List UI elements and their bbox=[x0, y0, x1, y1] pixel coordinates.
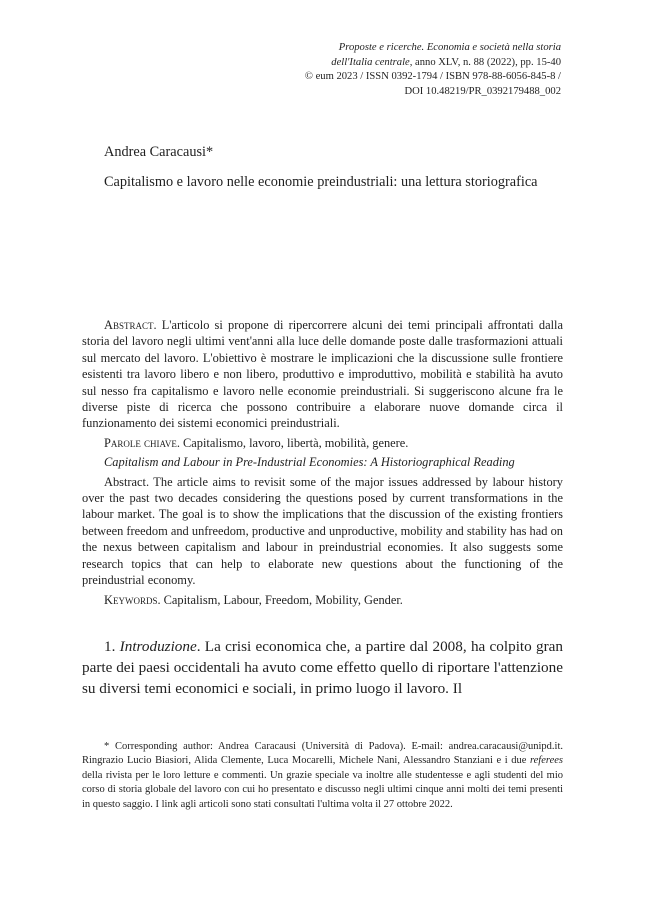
journal-header bbox=[231, 41, 561, 99]
abstract-english: Abstract. The article aims to revisit some of the major issues addressed by labour history over the past two decades considering the questions posed by current transformations in the labour market. The goal is to show the implications that the discussion of the existing frontiers between freedom and unfreedom, productive and unproductive, mobility and stability has had on the nexus between capitalism and labour in preindustrial economies. It also suggests some research topics that can help to elaborate new questions about the functioning of the preindustrial economy. bbox=[82, 474, 563, 588]
keywords-en-text: Capitalism, Labour, Freedom, Mobility, Gender. bbox=[160, 592, 403, 607]
abstract-label: Abstract. bbox=[104, 318, 157, 332]
footnote-italic: referees bbox=[529, 755, 563, 767]
keywords-english bbox=[82, 592, 563, 608]
keywords-en-label: Keywords. bbox=[104, 592, 161, 607]
journal-region: dell'Italia centrale, bbox=[331, 56, 413, 68]
keywords-label: Parole chiave. bbox=[104, 435, 180, 450]
footnote-text bbox=[82, 740, 563, 812]
section-number: 1. bbox=[104, 638, 120, 655]
section-text: . La crisi economica che, a partire dal 2008, ha colpito gran parte dei paesi occidentali ha avuto come effetto quello di riportare l'attenzione su diversi temi economici e sociali, in primo luogo il lavoro. Il bbox=[82, 638, 563, 697]
journal-issue bbox=[231, 56, 561, 71]
intro-paragraph bbox=[82, 636, 563, 699]
article-author: Andrea Caracausi* bbox=[104, 144, 214, 160]
abstract-text: L'articolo si propone di ripercorrere alcuni dei temi principali affrontati dalla storia del lavoro negli ultimi vent'anni alla luce delle domande poste dalle trasformazioni attuali sul mercato del lavoro. L'obiettivo è mostrare le implicazioni che la discussione sulle frontiere esistenti tra lavoro libero e non libero, produttivo e improduttivo, mobilità e stabilità ha avuto sul nesso fra capitalismo e lavoro nelle economie preindustriali. Si suggeriscono alcune fra le diverse piste di ricerca che possono contribuire a elaborare nuove domande circa il funzionamento dei sistemi economici preindustriali. bbox=[82, 318, 563, 431]
journal-name: Proposte e ricerche. Economia e società nella storia bbox=[338, 42, 561, 53]
journal-volume-pages: anno XLV, n. 88 (2022), pp. 15-40 bbox=[412, 56, 561, 68]
footnote-part1: * Corresponding author: Andrea Caracausi (Università di Padova). E-mail: andrea.caracausi@unipd.it. Ringrazio Lucio Biasiori, Alida Clemente, Luca Mocarelli, Michele Nani, Alessandro Stanziani e i due bbox=[82, 741, 563, 767]
article-title: Capitalismo e lavoro nelle economie preindustriali: una lettura storiografica bbox=[104, 174, 538, 190]
section-heading: Introduzione bbox=[119, 638, 197, 655]
journal-doi: DOI 10.48219/PR_0392179488_002 bbox=[404, 85, 561, 97]
footnote bbox=[82, 740, 563, 812]
keywords-italian bbox=[82, 435, 563, 451]
footnote-part2: della rivista per le loro letture e commenti. Un grazie speciale va inoltre alle studentesse e agli studenti del mio corso di storia globale del lavoro con cui ho presentato e discusso negli ultimi cinque anni molti dei temi presenti in questo saggio. I link agli articoli sono stati consultati l'ultima volta il 27 ottobre 2022. bbox=[82, 769, 563, 810]
keywords-text: Capitalismo, lavoro, libertà, mobilità, genere. bbox=[179, 435, 409, 450]
abstract-section bbox=[82, 317, 563, 611]
journal-isbn: © eum 2023 / ISSN 0392-1794 / ISBN 978-88-6056-845-8 / bbox=[304, 71, 561, 83]
abstract-italian bbox=[82, 317, 563, 432]
english-title: Capitalism and Labour in Pre-Industrial Economies: A Historiographical Reading bbox=[104, 455, 515, 470]
main-text bbox=[82, 636, 563, 699]
